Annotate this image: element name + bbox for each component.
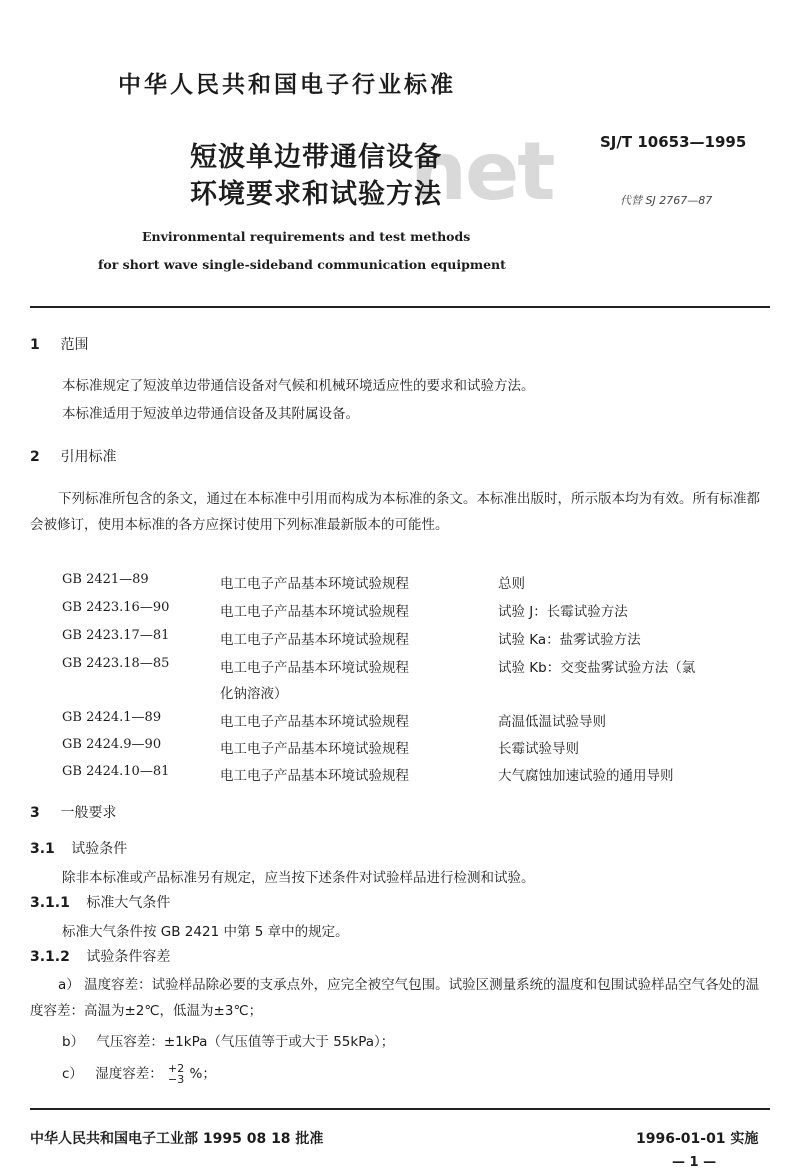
footer-divider (30, 1108, 770, 1110)
normative-references-intro: 下列标准所包含的条文，通过在本标准中引用而构成为本标准的条文。本标准出版时，所示版本均为有效。所有标准都会被修订，使用本标准的各方应探讨使用下列标准最新版本的可能性。 (30, 491, 760, 533)
test-conditions-text: 除非本标准或产品标准另有规定，应当按下述条件对试验样品进行检测和试验。 (62, 870, 535, 886)
item-text: 气压容差：±1kPa（气压值等于或大于 55kPa）； (96, 1034, 395, 1050)
standard-category: 中华人民共和国电子行业标准 (118, 72, 456, 98)
reference-title: 电工电子产品基本环境试验规程 (220, 660, 409, 676)
section-title: 范围 (60, 337, 89, 353)
standard-number: SJ/T 10653—1995 (600, 133, 747, 151)
reference-code: GB 2423.17—81 (62, 628, 170, 643)
section-title: 一般要求 (60, 805, 117, 821)
item-suffix: %； (189, 1066, 216, 1082)
subsection-number: 3.1.2 (30, 949, 70, 965)
reference-description: 大气腐蚀加速试验的通用导则 (498, 768, 674, 784)
reference-code: GB 2421—89 (62, 572, 149, 587)
reference-code: GB 2424.1—89 (62, 710, 162, 725)
reference-description: 试验 Kb：交变盐雾试验方法（氯 (498, 660, 696, 676)
reference-description: 试验 Ka：盐雾试验方法 (498, 632, 641, 648)
reference-title: 电工电子产品基本环境试验规程 (220, 714, 409, 730)
reference-description: 总则 (498, 576, 525, 592)
subsection-title: 试验条件 (71, 841, 128, 857)
section-3-heading (30, 802, 116, 822)
document-title-line1: 短波单边带通信设备 (190, 142, 442, 173)
section-number: 2 (30, 449, 40, 465)
section-number: 3 (30, 805, 40, 821)
subsection-3-1-2-heading (30, 946, 170, 966)
scope-paragraph-1: 本标准规定了短波单边带通信设备对气候和机械环境适应性的要求和试验方法。 (62, 378, 535, 394)
reference-title: 电工电子产品基本环境试验规程 (220, 576, 409, 592)
standard-atmosphere-text: 标准大气条件按 GB 2421 中第 5 章中的规定。 (62, 924, 349, 940)
reference-code: GB 2423.16—90 (62, 600, 170, 615)
upper-tolerance: +2 (168, 1062, 185, 1075)
subsection-number: 3.1.1 (30, 895, 70, 911)
subsection-3-1-heading (30, 838, 127, 858)
scope-paragraph-2: 本标准适用于短波单边带通信设备及其附属设备。 (62, 406, 359, 422)
subsection-3-1-1-heading (30, 892, 170, 912)
lower-tolerance: −3 (168, 1073, 185, 1086)
reference-code: GB 2424.10—81 (62, 764, 170, 779)
watermark: net (410, 125, 554, 218)
section-2-heading (30, 446, 116, 466)
reference-title: 电工电子产品基本环境试验规程 (220, 632, 409, 648)
reference-title: 电工电子产品基本环境试验规程 (220, 768, 409, 784)
subsection-number: 3.1 (30, 841, 55, 857)
document-title-line2: 环境要求和试验方法 (190, 179, 442, 210)
section-title: 引用标准 (60, 449, 117, 465)
reference-description-continued: 化钠溶液） (220, 686, 288, 702)
item-label: c） (62, 1066, 83, 1082)
section-number: 1 (30, 337, 40, 353)
subsection-title: 试验条件容差 (86, 949, 171, 965)
header-divider (30, 306, 770, 308)
reference-title: 电工电子产品基本环境试验规程 (220, 741, 409, 757)
item-label: b） (62, 1034, 85, 1050)
subsection-title: 标准大气条件 (86, 895, 171, 911)
humidity-tolerance-fraction (168, 1063, 184, 1085)
reference-title: 电工电子产品基本环境试验规程 (220, 604, 409, 620)
reference-code: GB 2424.9—90 (62, 737, 162, 752)
reference-description: 试验 J：长霉试验方法 (498, 604, 628, 620)
reference-description: 长霉试验导则 (498, 741, 579, 757)
item-text: 温度容差：试验样品除必要的支承点外，应完全被空气包围。试验区测量系统的温度和包围试验样品空气各处的温度容差：高温为±2℃，低温为±3℃； (30, 977, 760, 1019)
replaces-standard: 代替 SJ 2767—87 (620, 194, 713, 207)
item-label: a） (58, 977, 80, 993)
effective-date: 1996-01-01 实施 (636, 1131, 759, 1147)
reference-description: 高温低温试验导则 (498, 714, 606, 730)
english-title-line2: for short wave single-sideband communication equipment (98, 257, 506, 272)
page-number: — 1 — (672, 1155, 717, 1170)
reference-code: GB 2423.18—85 (62, 656, 170, 671)
issuing-authority: 中华人民共和国电子工业部 1995 08 18 批准 (30, 1131, 324, 1147)
tolerance-item-c (62, 1062, 216, 1085)
tolerance-item-a (30, 972, 768, 1024)
item-text: 湿度容差： (95, 1066, 163, 1082)
english-title-line1: Environmental requirements and test methods (142, 229, 471, 244)
section-1-heading (30, 334, 88, 354)
tolerance-item-b (62, 1030, 394, 1050)
